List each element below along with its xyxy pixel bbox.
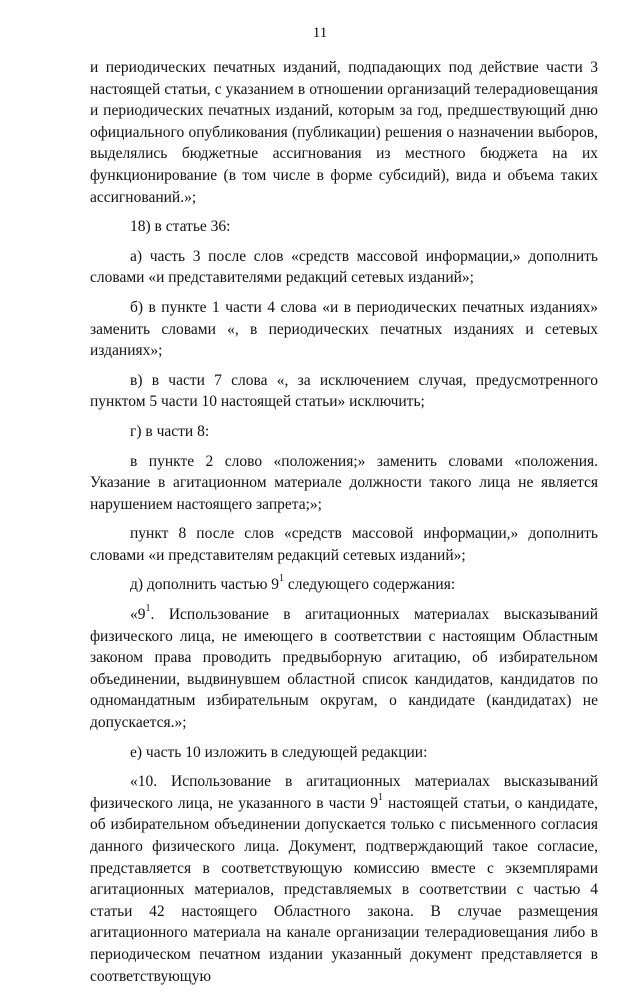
text-segment: следующего содержания:: [284, 576, 456, 594]
page-number: 11: [312, 25, 328, 41]
text-segment: настоящей статьи, о кандидате, об избирательном объединении допускается только с письменного согласия данного физического лица. Документ, подтверждающий такое согласие, представляется в соответствующую комиссию вместе с экземплярами агитационных материалов, представляемых в соответствии с частью 4 статьи 42 настоящего Областного закона. В случае размещения агитационного материала на канале организации телерадиовещания либо в периодическом печатном издании указанный документ представляется в соответствующую: [90, 794, 598, 985]
paragraph-part-10: [90, 771, 598, 987]
paragraph-point-2: в пункте 2 слово «положения;» заменить словами «положения. Указание в агитационном материале должности такого лица не является нарушением настоящего запрета;»;: [90, 452, 598, 513]
paragraph-item-b: б) в пункте 1 части 4 слова «и в периодических печатных изданиях» заменить словами «, в периодических печатных изданиях и сетевых изданиях»;: [90, 298, 598, 360]
superscript: 1: [377, 791, 383, 803]
document-body: [90, 57, 598, 995]
text-segment: д) дополнить частью 9: [130, 576, 280, 594]
paragraph-item-d: [90, 574, 598, 596]
paragraph-item-e: е) часть 10 изложить в следующей редакции:: [130, 743, 428, 761]
text-segment: «10. Использование в агитационных материалах высказываний физического лица, не указанного в части 9: [90, 773, 598, 812]
text-segment: . Использование в агитационных материалах высказываний физического лица, не имеющего в соответствии с настоящим Областным законом права проводить предвыборную агитацию, об избирательном объединении, выдвинувшем областной список кандидатов, кандидатов по одномандатным избирательным округам, о кандидате (кандидатах) не допускается.»;: [90, 606, 598, 732]
paragraph-item-g: г) в части 8:: [130, 422, 210, 440]
paragraph-item-v: в) в части 7 слова «, за исключением случая, предусмотренного пунктом 5 части 10 настоящей статьи» исключить;: [90, 371, 598, 411]
paragraph-item-18: 18) в статье 36:: [130, 218, 231, 236]
paragraph-continuation: и периодических печатных изданий, подпадающих под действие части 3 настоящей статьи, с указанием в отношении организаций телерадиовещания и периодических печатных изданий, которым за год, предшествующий дню официального опубликования (публикации) решения о назначении выборов, выделялись бюджетные ассигнования из местного бюджета на их функционирование (в том числе в форме субсидий), вида и объема таких ассигнований.»;: [90, 59, 598, 206]
paragraph-part-9-1: [90, 604, 598, 734]
superscript: 1: [145, 602, 151, 614]
text-segment: «9: [130, 606, 146, 624]
superscript: 1: [279, 573, 285, 585]
paragraph-item-a: а) часть 3 после слов «средств массовой информации,» дополнить словами «и представителями редакций сетевых изданий»;: [90, 247, 598, 287]
paragraph-point-8: пункт 8 после слов «средств массовой информации,» дополнить словами «и представителям редакций сетевых изданий»;: [90, 525, 598, 564]
